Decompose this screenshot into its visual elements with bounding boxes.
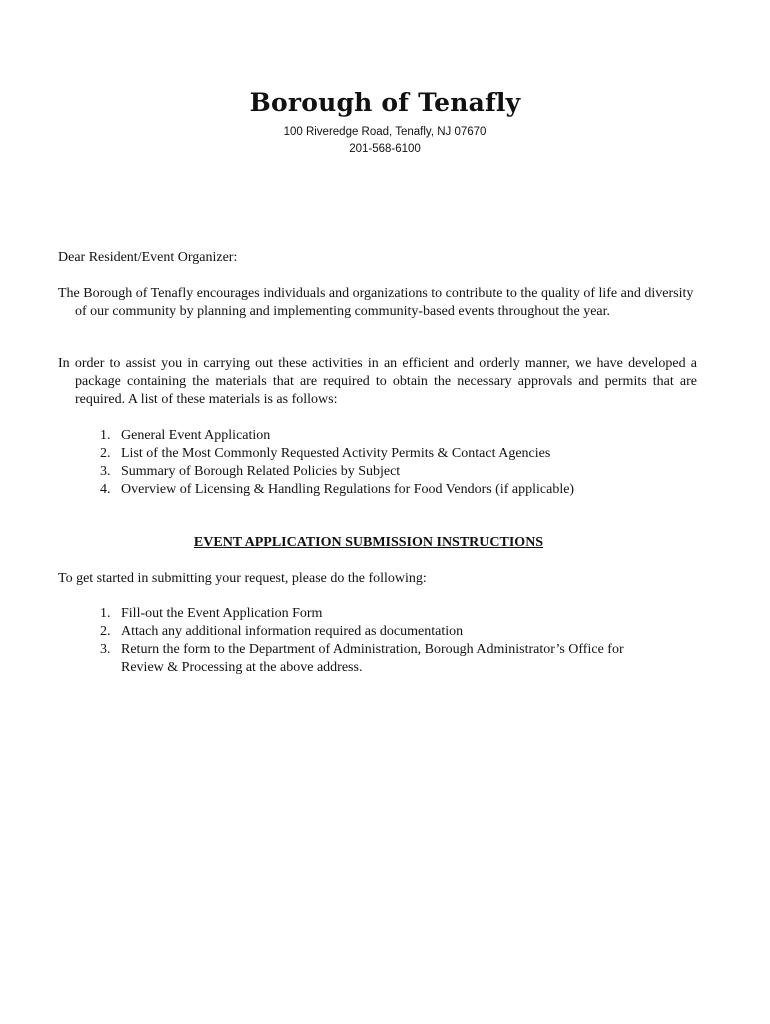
salutation: Dear Resident/Event Organizer: [58, 250, 238, 265]
list-item-text: Return the form to the Department of Administration, Borough Administrator’s Office for Review & Processing at the above address. [121, 642, 624, 675]
list-item [100, 623, 700, 641]
materials-list [100, 427, 700, 499]
list-item [100, 641, 700, 677]
list-item [100, 481, 700, 499]
list-item-text: List of the Most Commonly Requested Activity Permits & Contact Agencies [121, 446, 551, 461]
letterhead-title: Borough of Tenafly [249, 88, 521, 117]
instructions-heading: EVENT APPLICATION SUBMISSION INSTRUCTIONS [193, 535, 544, 550]
instructions-intro: To get started in submitting your request, please do the following: [58, 571, 427, 586]
list-item [100, 445, 700, 463]
list-item-number: 3. [100, 464, 111, 479]
list-item-text: Summary of Borough Related Policies by Subject [121, 464, 401, 479]
list-item-text: Fill-out the Event Application Form [121, 606, 323, 621]
list-item-text: Overview of Licensing & Handling Regulations for Food Vendors (if applicable) [121, 482, 575, 497]
list-item-text: General Event Application [121, 428, 271, 443]
list-item-number: 1. [100, 606, 111, 621]
list-item [100, 463, 700, 481]
list-item [100, 427, 700, 445]
paragraph-intro: The Borough of Tenafly encourages individuals and organizations to contribute to the quality of life and diversity of our community by planning and implementing community-based events throughout the year. [58, 286, 694, 319]
list-item [100, 605, 700, 623]
letterhead [0, 86, 770, 158]
list-item-text: Attach any additional information required as documentation [121, 624, 464, 639]
letterhead-address: 100 Riveredge Road, Tenafly, NJ 07670 [283, 126, 487, 138]
list-item-number: 4. [100, 482, 111, 497]
list-item-number: 3. [100, 642, 111, 657]
letterhead-phone: 201-568-6100 [349, 143, 421, 155]
list-item-number: 2. [100, 624, 111, 639]
list-item-number: 2. [100, 446, 111, 461]
paragraph-package: In order to assist you in carrying out these activities in an efficient and orderly manner, we have developed a package containing the materials that are required to obtain the necessary approvals and permits that are required. A list of these materials is as follows: [58, 356, 697, 407]
list-item-number: 1. [100, 428, 111, 443]
steps-list [100, 605, 700, 677]
